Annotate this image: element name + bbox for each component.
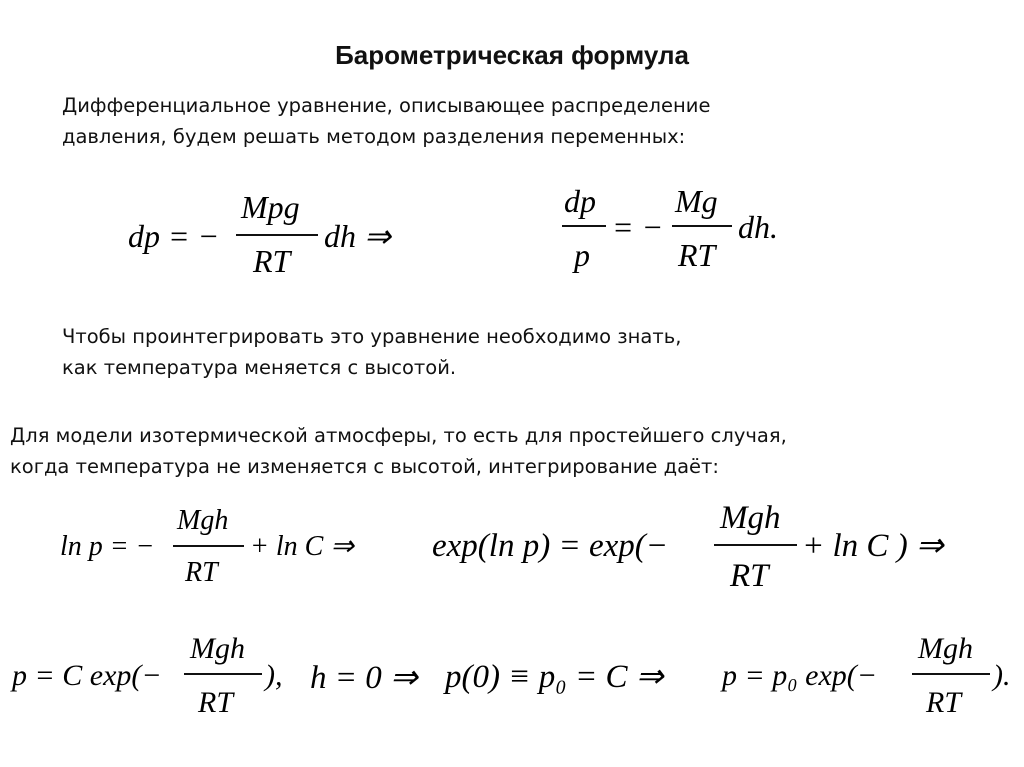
formula-1-denominator: RT	[253, 243, 291, 279]
formula-2-denominator-right: RT	[678, 237, 716, 273]
formula-barometric-result	[722, 630, 1017, 725]
formula-dp-differential-svg	[128, 190, 418, 285]
formula-separated-svg	[562, 182, 802, 277]
formula-p-general	[12, 630, 432, 725]
formula-5-denominator: RT	[198, 686, 234, 719]
formula-7-numerator: Mgh	[918, 632, 973, 665]
isothermal-paragraph	[10, 420, 787, 482]
middle-paragraph	[62, 321, 681, 383]
formula-separated	[562, 182, 802, 277]
slide-title: Барометрическая формула	[335, 40, 689, 70]
formula-exp	[432, 500, 972, 595]
formula-3-lhs: ln p = −	[60, 531, 155, 562]
formula-3-rhs: + ln C ⇒	[250, 531, 354, 562]
formula-5-tail: h = 0 ⇒	[310, 660, 418, 696]
isothermal-line-1: Для модели изотермической атмосферы, то есть для простейшего случая,	[10, 424, 787, 447]
formula-dp-differential	[128, 190, 418, 285]
formula-7-denominator: RT	[926, 686, 962, 719]
formula-4-lhs: exp(ln p) = exp(−	[432, 528, 669, 564]
formula-7-lhs: p = p₀ exp(−	[722, 659, 878, 692]
formula-ln-p	[60, 505, 390, 595]
formula-barometric-result-svg	[722, 630, 1017, 725]
formula-1-numerator: Mpg	[241, 189, 300, 225]
formula-exp-svg	[432, 500, 972, 595]
formula-4-rhs: + ln C ) ⇒	[802, 528, 944, 564]
intro-line-2: давления, будем решать методом разделения переменных:	[62, 125, 686, 148]
formula-3-numerator: Mgh	[177, 505, 229, 536]
formula-5-lhs: p = C exp(−	[12, 659, 162, 692]
middle-line-2: как температура меняется с высотой.	[62, 356, 457, 379]
formula-4-denominator: RT	[730, 558, 769, 594]
formula-2-numerator-right: Mg	[675, 183, 718, 219]
intro-line-1: Дифференциальное уравнение, описывающее распределение	[62, 94, 711, 117]
formula-ln-p-svg	[60, 505, 390, 595]
formula-1-rhs: dh ⇒	[324, 218, 391, 254]
formula-2-rhs: dh.	[738, 209, 778, 245]
formula-p-zero	[445, 630, 705, 725]
formula-6-text: p(0) ≡ p₀ = C ⇒	[445, 659, 664, 695]
formula-3-denominator: RT	[185, 557, 218, 588]
formula-p-general-svg	[12, 630, 432, 725]
formula-4-numerator: Mgh	[720, 500, 781, 536]
formula-2-middle: = −	[612, 209, 664, 245]
formula-5-numerator: Mgh	[190, 632, 245, 665]
middle-line-1: Чтобы проинтегрировать это уравнение необходимо знать,	[62, 325, 682, 348]
formula-2-denominator-left: p	[574, 237, 590, 273]
formula-7-rhs: ).	[993, 659, 1011, 692]
intro-paragraph	[62, 90, 710, 152]
formula-1-lhs: dp = −	[128, 218, 220, 254]
formula-5-rhs: ),	[265, 659, 283, 692]
formula-2-numerator-left: dp	[564, 183, 596, 219]
formula-p-zero-svg	[445, 630, 705, 725]
isothermal-line-2: когда температура не изменяется с высотой, интегрирование даёт:	[10, 455, 719, 478]
